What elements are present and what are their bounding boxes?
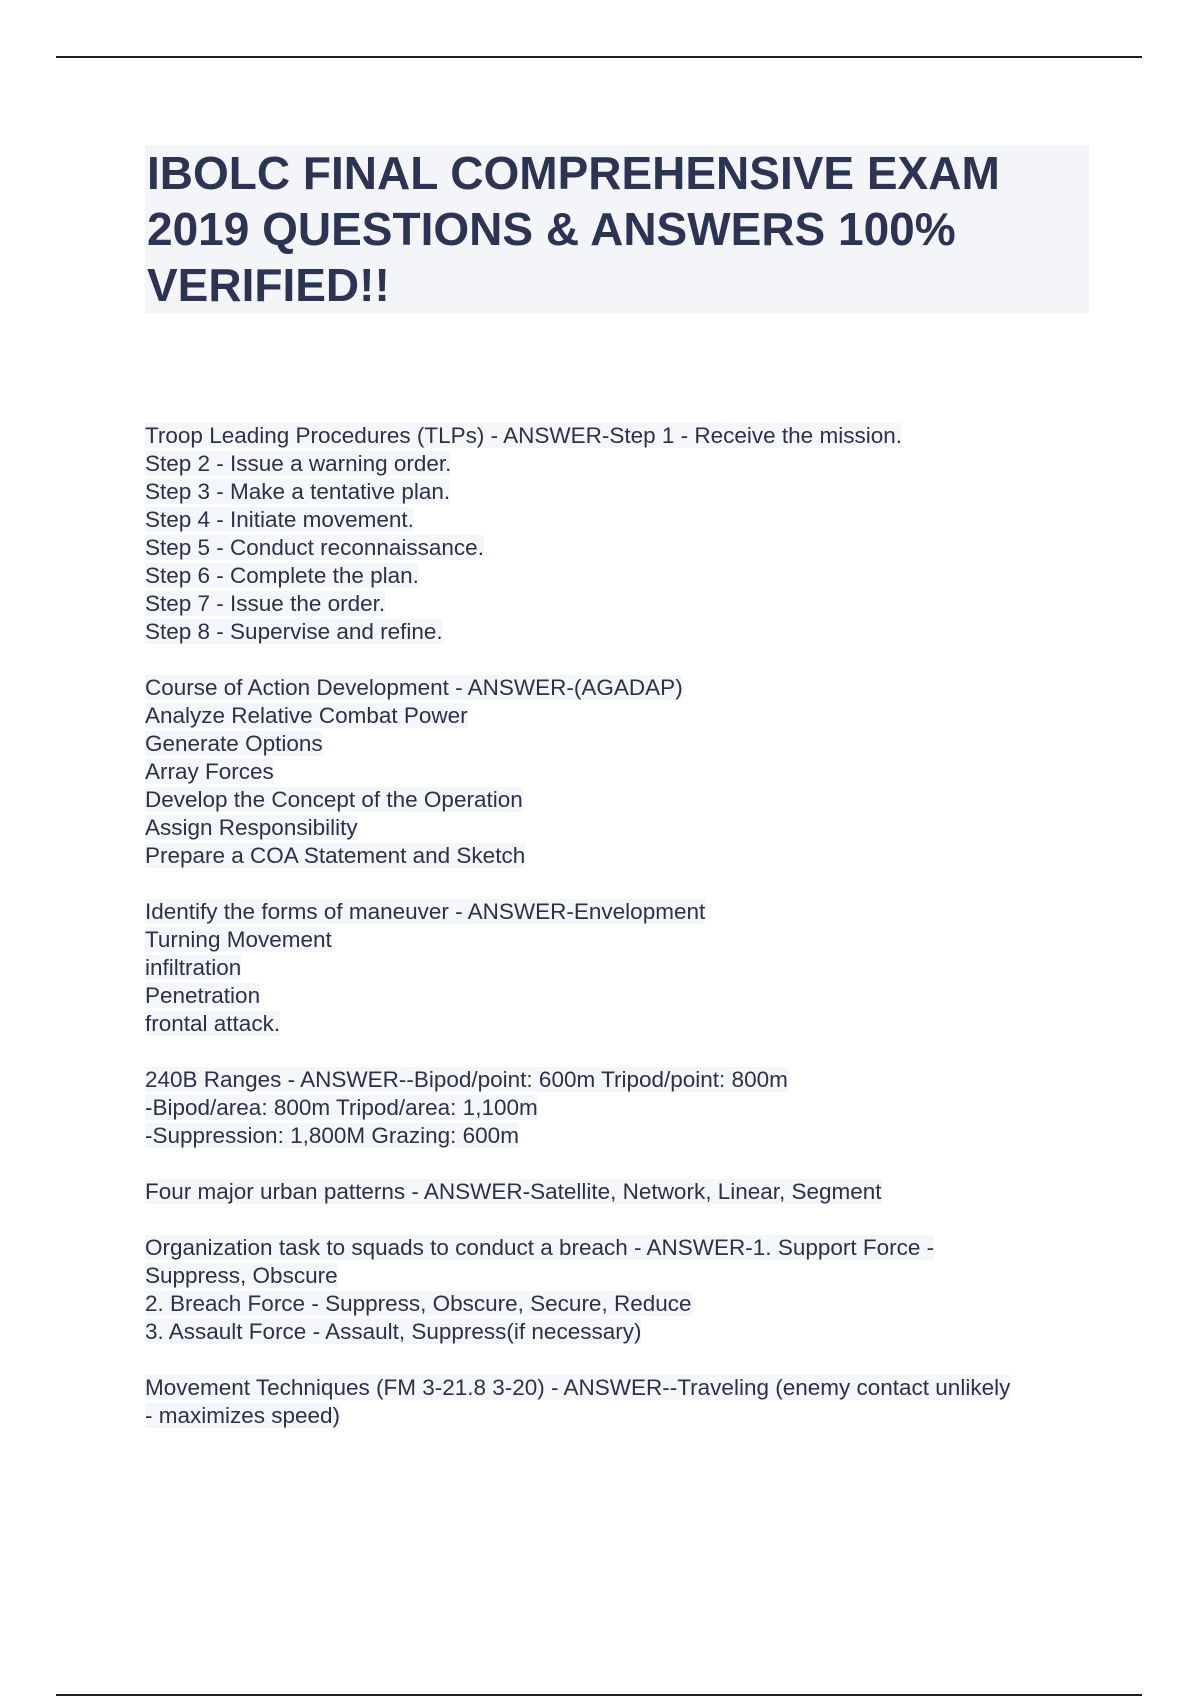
qa-line-text: Troop Leading Procedures (TLPs) - ANSWER-Step 1 - Receive the mission.	[145, 423, 902, 448]
qa-line-text: Array Forces	[145, 759, 274, 784]
qa-answer-line	[145, 1318, 1095, 1346]
qa-answer-line	[145, 562, 1095, 590]
qa-line-text: Generate Options	[145, 731, 323, 756]
qa-answer-line	[145, 478, 1095, 506]
qa-line-text: Prepare a COA Statement and Sketch	[145, 843, 526, 868]
title-line: VERIFIED!!	[147, 259, 390, 311]
top-rule	[56, 56, 1142, 58]
qa-answer-line	[145, 1402, 1095, 1430]
qa-answer-line	[145, 618, 1095, 646]
qa-item	[145, 1234, 1095, 1346]
qa-item	[145, 422, 1095, 646]
qa-line-text: Identify the forms of maneuver - ANSWER-Envelopment	[145, 899, 706, 924]
qa-list	[145, 422, 1095, 1458]
bottom-rule	[56, 1694, 1142, 1696]
qa-answer-line	[145, 702, 1095, 730]
qa-line-text: Step 2 - Issue a warning order.	[145, 451, 452, 476]
document-title	[145, 145, 1089, 313]
qa-answer-line	[145, 786, 1095, 814]
qa-line-text: -Suppression: 1,800M Grazing: 600m	[145, 1123, 519, 1148]
qa-line-text: Course of Action Development - ANSWER-(AGADAP)	[145, 675, 683, 700]
qa-line-text: Step 6 - Complete the plan.	[145, 563, 419, 588]
qa-question-line	[145, 1234, 1095, 1262]
qa-answer-line	[145, 450, 1095, 478]
qa-line-text: Turning Movement	[145, 927, 332, 952]
qa-line-text: Develop the Concept of the Operation	[145, 787, 523, 812]
qa-answer-line	[145, 814, 1095, 842]
qa-question-line	[145, 898, 1095, 926]
qa-answer-line	[145, 758, 1095, 786]
qa-item	[145, 1066, 1095, 1150]
qa-question-line	[145, 1374, 1095, 1402]
qa-answer-line	[145, 590, 1095, 618]
qa-line-text: Step 5 - Conduct reconnaissance.	[145, 535, 484, 560]
qa-line-text: - maximizes speed)	[145, 1403, 341, 1428]
qa-answer-line	[145, 730, 1095, 758]
qa-line-text: Analyze Relative Combat Power	[145, 703, 468, 728]
title-line: IBOLC FINAL COMPREHENSIVE EXAM	[147, 147, 1000, 199]
qa-line-text: Step 7 - Issue the order.	[145, 591, 386, 616]
qa-item	[145, 898, 1095, 1038]
qa-line-text: Step 4 - Initiate movement.	[145, 507, 414, 532]
qa-line-text: -Bipod/area: 800m Tripod/area: 1,100m	[145, 1095, 538, 1120]
qa-line-text: frontal attack.	[145, 1011, 281, 1036]
qa-line-text: Penetration	[145, 983, 261, 1008]
qa-item	[145, 674, 1095, 870]
qa-answer-line	[145, 1290, 1095, 1318]
qa-line-text: Step 3 - Make a tentative plan.	[145, 479, 451, 504]
qa-line-text: Four major urban patterns - ANSWER-Satellite, Network, Linear, Segment	[145, 1179, 882, 1204]
qa-answer-line	[145, 842, 1095, 870]
qa-question-line	[145, 1178, 1095, 1206]
qa-answer-line	[145, 982, 1095, 1010]
qa-line-text: 2. Breach Force - Suppress, Obscure, Secure, Reduce	[145, 1291, 692, 1316]
qa-answer-line	[145, 534, 1095, 562]
qa-line-text: infiltration	[145, 955, 242, 980]
qa-line-text: 3. Assault Force - Assault, Suppress(if necessary)	[145, 1319, 642, 1344]
qa-answer-line	[145, 926, 1095, 954]
qa-question-line	[145, 422, 1095, 450]
qa-line-text: 240B Ranges - ANSWER--Bipod/point: 600m Tripod/point: 800m	[145, 1067, 788, 1092]
qa-question-line	[145, 674, 1095, 702]
qa-answer-line	[145, 1122, 1095, 1150]
qa-line-text: Assign Responsibility	[145, 815, 358, 840]
qa-line-text: Movement Techniques (FM 3-21.8 3-20) - ANSWER--Traveling (enemy contact unlikely	[145, 1375, 1011, 1400]
qa-answer-line	[145, 954, 1095, 982]
qa-answer-line	[145, 1094, 1095, 1122]
title-line: 2019 QUESTIONS & ANSWERS 100%	[147, 203, 956, 255]
qa-answer-line	[145, 1010, 1095, 1038]
qa-line-text: Suppress, Obscure	[145, 1263, 338, 1288]
qa-line-text: Organization task to squads to conduct a breach - ANSWER-1. Support Force -	[145, 1235, 935, 1260]
qa-question-line	[145, 1066, 1095, 1094]
qa-answer-line	[145, 506, 1095, 534]
qa-item	[145, 1374, 1095, 1430]
qa-line-text: Step 8 - Supervise and refine.	[145, 619, 443, 644]
qa-answer-line	[145, 1262, 1095, 1290]
qa-item	[145, 1178, 1095, 1206]
